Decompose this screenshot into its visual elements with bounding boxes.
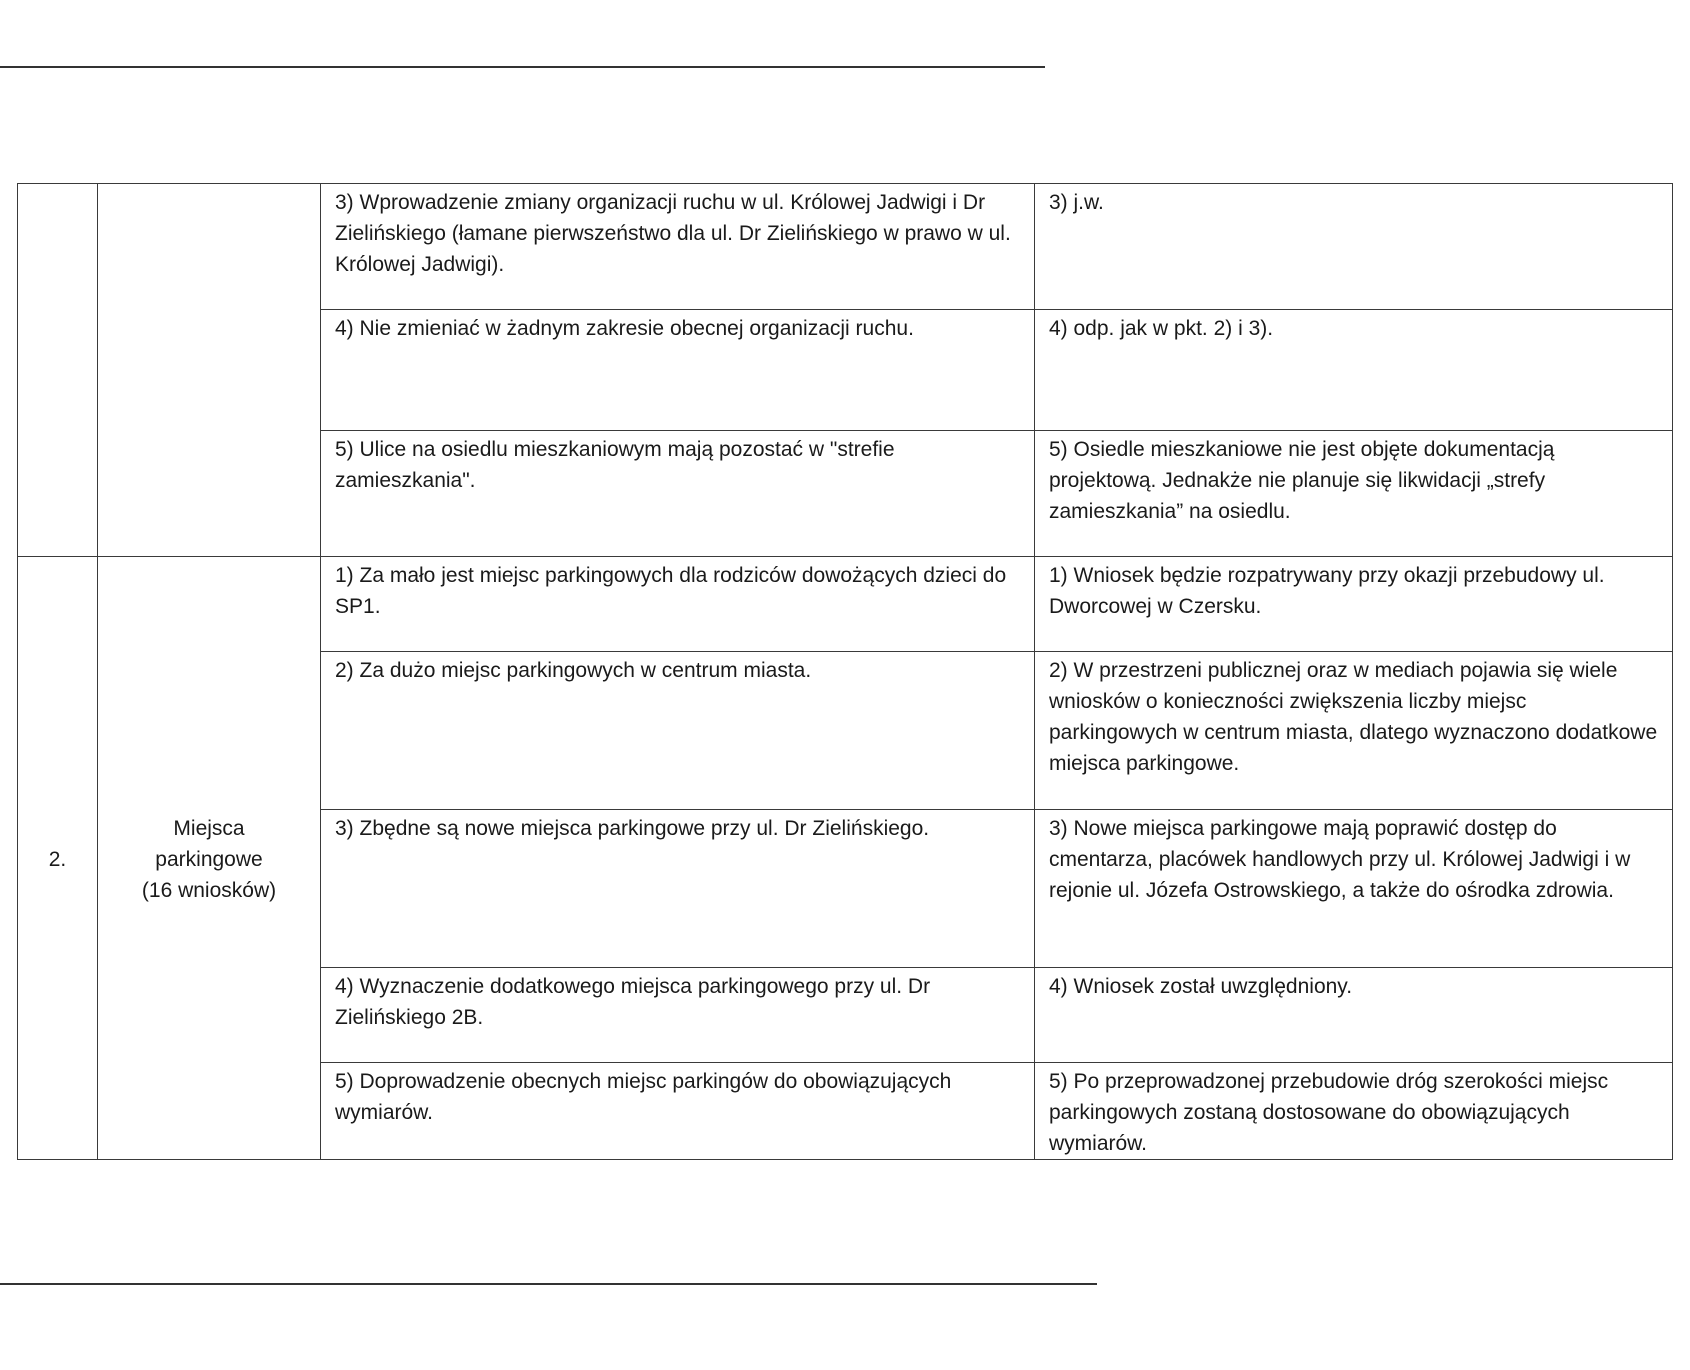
request-cell: 5) Ulice na osiedlu mieszkaniowym mają pozostać w "strefie zamieszkania". bbox=[321, 431, 1035, 557]
response-cell: 4) odp. jak w pkt. 2) i 3). bbox=[1035, 310, 1673, 431]
header-rule bbox=[0, 66, 1045, 68]
response-cell: 3) j.w. bbox=[1035, 184, 1673, 310]
topic-line: (16 wniosków) bbox=[141, 879, 277, 902]
request-cell: 4) Wyznaczenie dodatkowego miejsca parkingowego przy ul. Dr Zielińskiego 2B. bbox=[321, 968, 1035, 1063]
response-cell: 5) Osiedle mieszkaniowe nie jest objęte dokumentacją projektową. Jednakże nie planuje się likwidacji „strefy zamieszkania” na osiedlu. bbox=[1035, 431, 1673, 557]
request-cell: 1) Za mało jest miejsc parkingowych dla rodziców dowożących dzieci do SP1. bbox=[321, 557, 1035, 652]
response-cell: 4) Wniosek został uwzględniony. bbox=[1035, 968, 1673, 1063]
table-row bbox=[18, 557, 1673, 652]
group-number-cell bbox=[18, 184, 98, 557]
request-cell: 4) Nie zmieniać w żadnym zakresie obecnej organizacji ruchu. bbox=[321, 310, 1035, 431]
topic-line: Miejsca bbox=[173, 817, 245, 840]
table-row bbox=[18, 184, 1673, 310]
request-cell: 2) Za dużo miejsc parkingowych w centrum miasta. bbox=[321, 652, 1035, 810]
group-topic-cell bbox=[98, 184, 321, 557]
requests-table bbox=[17, 183, 1673, 1160]
request-cell: 3) Wprowadzenie zmiany organizacji ruchu w ul. Królowej Jadwigi i Dr Zielińskiego (łamane pierwszeństwo dla ul. Dr Zielińskiego w prawo w ul. Królowej Jadwigi). bbox=[321, 184, 1035, 310]
request-cell: 5) Doprowadzenie obecnych miejsc parkingów do obowiązujących wymiarów. bbox=[321, 1063, 1035, 1160]
request-cell: 3) Zbędne są nowe miejsca parkingowe przy ul. Dr Zielińskiego. bbox=[321, 810, 1035, 968]
response-cell: 2) W przestrzeni publicznej oraz w mediach pojawia się wiele wniosków o konieczności zwiększenia liczby miejsc parkingowych w centrum miasta, dlatego wyznaczono dodatkowe miejsca parkingowe. bbox=[1035, 652, 1673, 810]
group-topic-cell bbox=[98, 557, 321, 1160]
response-cell: 3) Nowe miejsca parkingowe mają poprawić dostęp do cmentarza, placówek handlowych przy ul. Królowej Jadwigi i w rejonie ul. Józefa Ostrowskiego, a także do ośrodka zdrowia. bbox=[1035, 810, 1673, 968]
footer-rule bbox=[0, 1283, 1097, 1285]
response-cell: 5) Po przeprowadzonej przebudowie dróg szerokości miejsc parkingowych zostaną dostosowane do obowiązujących wymiarów. bbox=[1035, 1063, 1673, 1160]
topic-line: parkingowe bbox=[155, 848, 263, 871]
response-cell: 1) Wniosek będzie rozpatrywany przy okazji przebudowy ul. Dworcowej w Czersku. bbox=[1035, 557, 1673, 652]
group-number-cell: 2. bbox=[18, 557, 98, 1160]
